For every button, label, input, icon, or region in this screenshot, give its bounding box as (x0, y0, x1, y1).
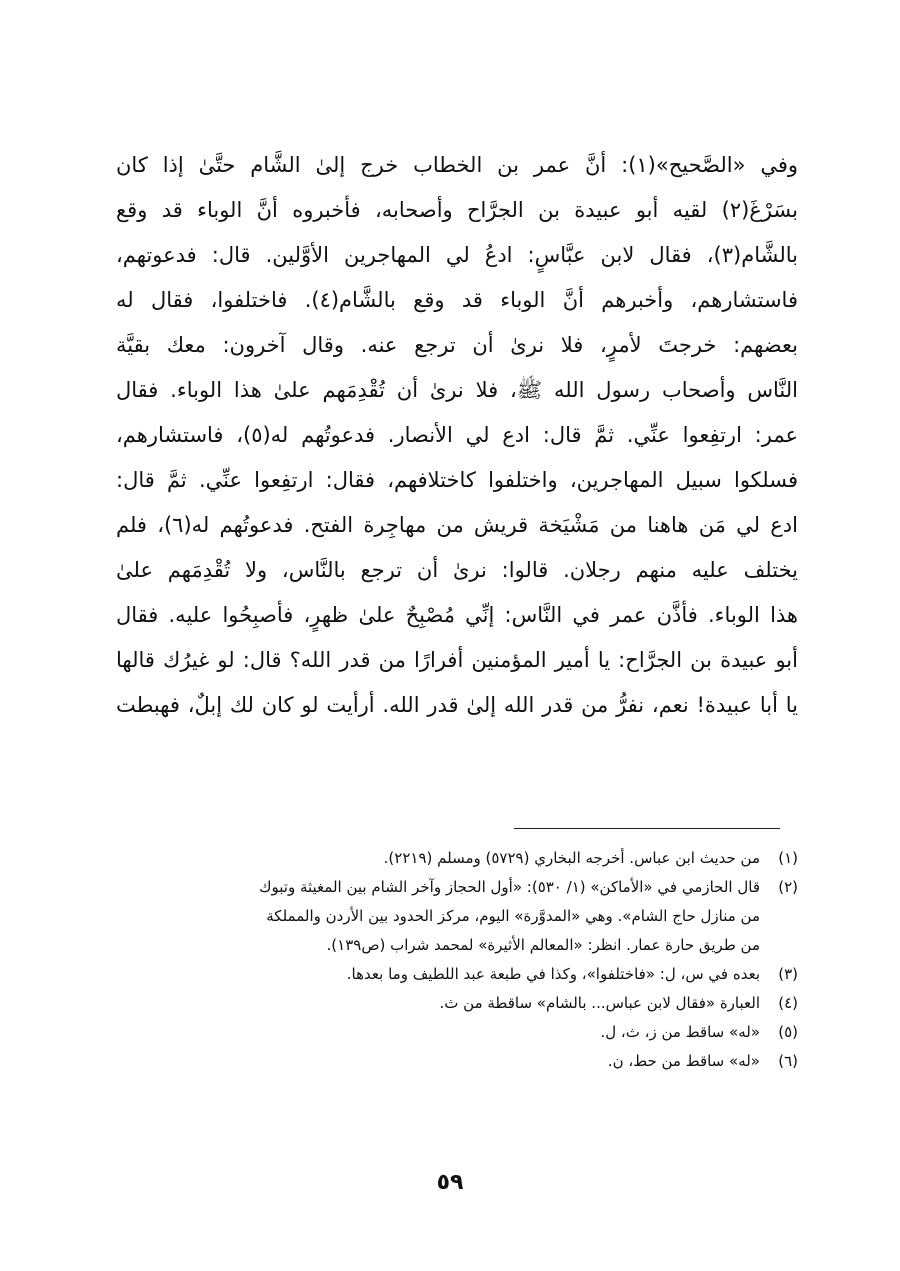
text-line: ادع لي مَن هاهنا من مَشْيَخة قريش من مهاجِرة الفتح. فدعوتُهم له(٦)، فلم (116, 513, 798, 537)
text-line: بعضهم: خرجتَ لأمرٍ، فلا نرىٰ أن ترجع عنه. وقال آخرون: معك بقيَّة (116, 333, 798, 357)
footnote-text (116, 960, 760, 989)
footnote-line: قال الحازمي في «الأماكن» (١/ ٥٣٠): «أول الحجاز وآخر الشام بين المغيثة وتبوك (259, 878, 760, 896)
page-number: ٥٩ (436, 1170, 464, 1195)
footnote (116, 844, 798, 873)
text-line: يختلف عليه منهم رجلان. قالوا: نرىٰ أن ترجع بالنَّاس، ولا تُقْدِمَهم علىٰ (116, 558, 798, 582)
footnote-number: (٥) (778, 1023, 798, 1041)
footnote-number: (٣) (778, 965, 798, 983)
text-line: عمر: ارتفِعوا عنِّي. ثمَّ قال: ادع لي الأنصار. فدعوتُهم له(٥)، فاستشارهم، (116, 423, 798, 447)
footnote (116, 960, 798, 989)
footnote-line: من منازل حاج الشام». وهي «المدوَّرة» اليوم، مركز الحدود بين الأردن والمملكة (266, 907, 760, 925)
footnote (116, 1047, 798, 1076)
footnotes (116, 844, 798, 1076)
footnote-text (116, 1047, 760, 1076)
text-line: فاستشارهم، وأخبرهم أنَّ الوباء قد وقع بالشَّام(٤). فاختلفوا، فقال له (116, 288, 798, 312)
footnote (116, 989, 798, 1018)
text-line: يا أبا عبيدة! نعم، نفرُّ من قدر الله إلىٰ قدر الله. أرأيت لو كان لك إبلٌ، فهبطت (116, 693, 798, 717)
text-line: بالشَّام(٣)، فقال لابن عبَّاسٍ: ادعُ لي المهاجرين الأوَّلين. قال: فدعوتهم، (116, 243, 798, 267)
footnote-text (116, 989, 760, 1018)
text-line: النَّاس وأصحاب رسول الله ﷺ، فلا نرىٰ أن تُقْدِمَهم علىٰ هذا الوباء. فقال (116, 378, 798, 402)
footnote-text (116, 1018, 760, 1047)
footnote-text (116, 873, 760, 960)
footnote-number: (١) (778, 849, 798, 867)
footnote-line: «له» ساقط من حط، ن. (607, 1052, 760, 1070)
footnote (116, 1018, 798, 1047)
footnote-line: بعده في س، ل: «فاختلفوا»، وكذا في طبعة عبد اللطيف وما بعدها. (346, 965, 760, 983)
text-line: هذا الوباء. فأذَّن عمر في النَّاس: إنِّي مُصْبِحٌ علىٰ ظهرٍ، فأصبِحُوا عليه. فقال (116, 603, 798, 627)
footnote-line: «له» ساقط من ز، ث، ل. (600, 1023, 760, 1041)
footnote-number: (٦) (778, 1052, 798, 1070)
text-line: فسلكوا سبيل المهاجرين، واختلفوا كاختلافهم، فقال: ارتفِعوا عنِّي. ثمَّ قال: (116, 468, 798, 492)
main-text (116, 143, 798, 728)
footnote-line: العبارة «فقال لابن عباس... بالشام» ساقطة من ث. (439, 994, 760, 1012)
footnote-number: (٢) (778, 878, 798, 896)
text-line: بسَرْغَ(٢) لقيه أبو عبيدة بن الجرَّاح وأصحابه، فأخبروه أنَّ الوباء قد وقع (116, 198, 798, 222)
footnote-line: من طريق حارة عمار. انظر: «المعالم الأثيرة» لمحمد شراب (ص١٣٩). (326, 936, 760, 954)
text-line: وفي «الصَّحيح»(١): أنَّ عمر بن الخطاب خرج إلىٰ الشَّام حتَّىٰ إذا كان (116, 153, 798, 177)
footnote-text (116, 844, 760, 873)
footnote (116, 873, 798, 960)
footnote-line: من حديث ابن عباس. أخرجه البخاري (٥٧٢٩) ومسلم (٢٢١٩). (383, 849, 760, 867)
footnote-number: (٤) (778, 994, 798, 1012)
text-line: أبو عبيدة بن الجرَّاح: يا أمير المؤمنين أفرارًا من قدر الله؟ قال: لو غيرُك قالها (116, 648, 798, 672)
footnote-separator (514, 828, 780, 829)
